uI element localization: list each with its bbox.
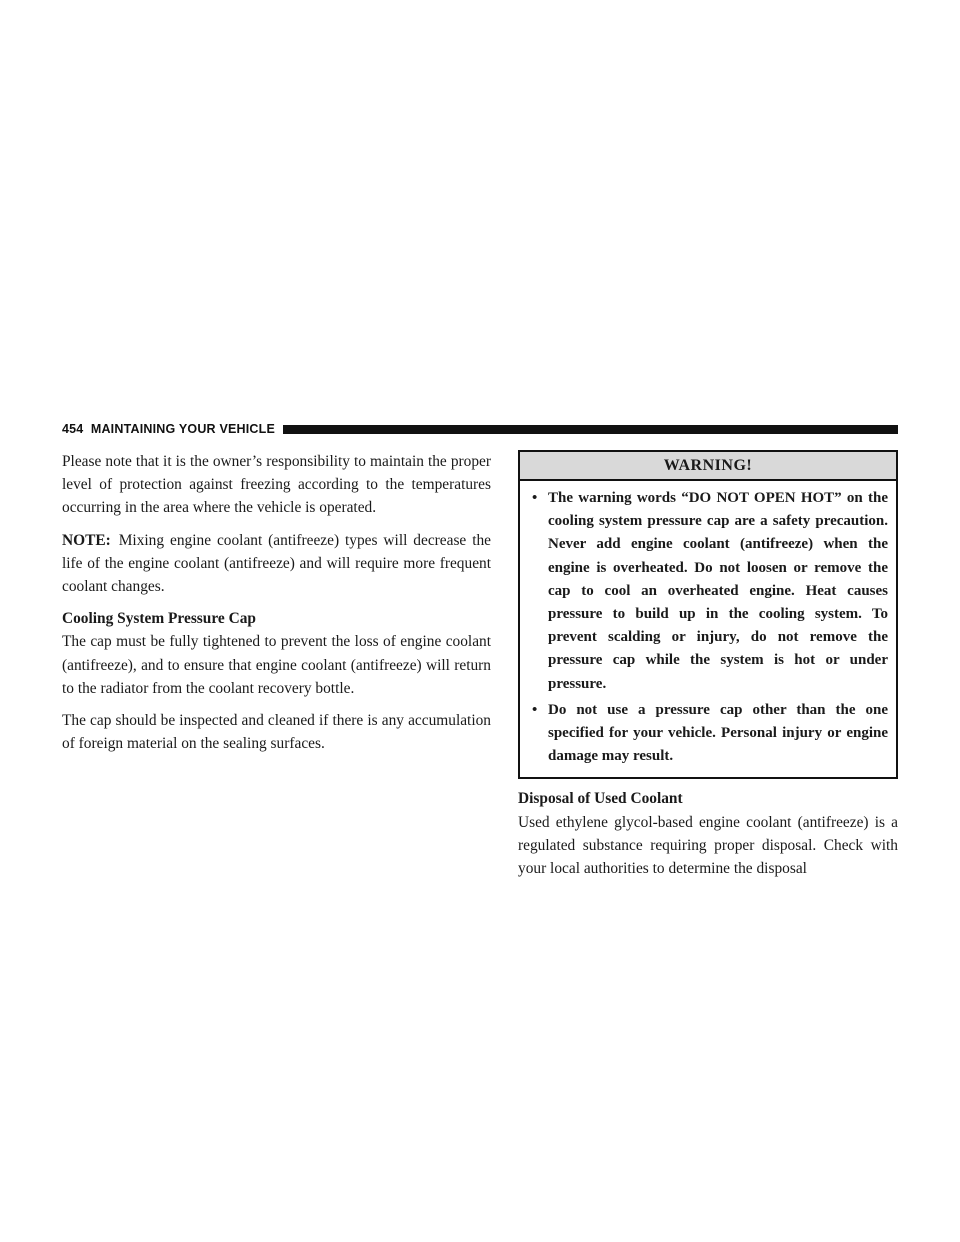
page-header-text: [62, 422, 275, 436]
section-title: MAINTAINING YOUR VEHICLE: [90, 422, 276, 436]
warning-box: [518, 450, 898, 779]
pressure-cap-paragraph-2: The cap should be inspected and cleaned if there is any accumulation of foreign material on the sealing surfaces.: [62, 712, 491, 753]
warning-item-text: The warning words “DO NOT OPEN HOT” on the cooling system pressure cap are a safety precaution. Never add engine coolant (antifreeze) when the engine is overheated. Do not loosen or remove the cap to cool an overheated engine. Heat causes pressure to build up in the cooling system. To prevent scalding or injury, do not remove the pressure cap while the system is hot or under pressure.: [548, 490, 888, 692]
warning-item: [528, 487, 888, 696]
pressure-cap-paragraph-1: The cap must be fully tightened to prevent the loss of engine coolant (antifreeze), and to ensure that engine coolant (antifreeze) will return to the radiator from the coolant recovery bottle.: [62, 633, 491, 697]
warning-item: [528, 699, 888, 769]
warning-list: [520, 481, 896, 777]
warning-item-text: Do not use a pressure cap other than the one specified for your vehicle. Personal injury or engine damage may result.: [548, 701, 888, 765]
header-rule: [283, 425, 898, 434]
note-label: NOTE:: [62, 531, 111, 549]
note-paragraph: [62, 529, 491, 599]
left-column: [62, 450, 491, 764]
warning-title: WARNING!: [520, 452, 896, 481]
bullet-icon: •: [532, 490, 538, 506]
disposal-paragraph: Used ethylene glycol-based engine coolant (antifreeze) is a regulated substance requiring proper disposal. Check with your local authorities to determine the disposal: [518, 813, 898, 878]
note-text: Mixing engine coolant (antifreeze) types will decrease the life of the engine coolant (antifreeze) and will require more frequent coolant changes.: [62, 531, 491, 596]
bullet-icon: •: [532, 701, 538, 718]
right-column: [518, 450, 898, 889]
pressure-cap-heading: Cooling System Pressure Cap: [62, 610, 256, 628]
disposal-heading: Disposal of Used Coolant: [518, 790, 683, 808]
page-header: [62, 421, 898, 437]
owner-responsibility-paragraph: Please note that it is the owner’s responsibility to maintain the proper level of protection against freezing according to the temperatures occurring in the area where the vehicle is operated.: [62, 453, 491, 517]
page-number: 454: [62, 422, 84, 436]
